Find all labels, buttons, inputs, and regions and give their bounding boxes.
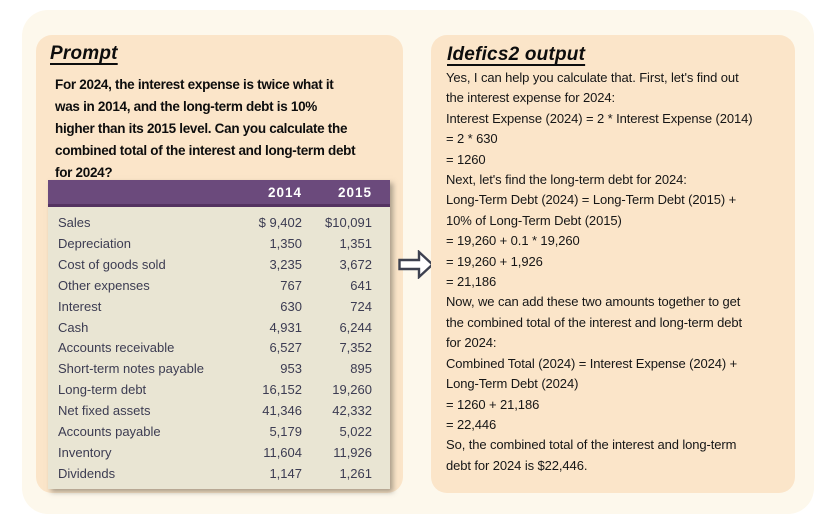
- table-row: [48, 299, 390, 314]
- row-value: 7,352: [339, 340, 372, 356]
- text-line: = 19,260 + 1,926: [446, 253, 543, 269]
- row-value: 767: [280, 277, 302, 293]
- row-value: 1,350: [269, 235, 302, 251]
- table-row: [48, 382, 390, 397]
- row-label: Cash: [58, 319, 89, 335]
- header-year-2015: 2015: [337, 184, 372, 200]
- row-value: 6,244: [339, 319, 372, 335]
- financial-table-header: [48, 180, 390, 207]
- row-label: Depreciation: [58, 235, 131, 251]
- text-line: = 1260 + 21,186: [446, 396, 540, 412]
- prompt-panel: [36, 35, 403, 493]
- text-line: = 21,186: [446, 274, 497, 290]
- table-row: [48, 445, 390, 460]
- row-label: Cost of goods sold: [58, 256, 166, 272]
- row-label: Short-term notes payable: [58, 361, 204, 377]
- text-line: So, the combined total of the interest and long-term: [446, 437, 737, 453]
- row-value: 953: [280, 361, 302, 377]
- text-line: was in 2014, and the long-term debt is 10%: [55, 99, 317, 114]
- header-year-2014: 2014: [267, 184, 302, 200]
- prompt-panel-title: Prompt: [50, 43, 118, 64]
- row-value: 5,179: [269, 424, 302, 440]
- row-label: Sales: [58, 214, 91, 230]
- table-row: [48, 215, 390, 230]
- text-line: Combined Total (2024) = Interest Expense (2024) +: [446, 355, 738, 371]
- row-value: 630: [280, 298, 302, 314]
- row-label: Accounts receivable: [58, 340, 175, 356]
- row-value: 1,147: [269, 465, 302, 481]
- text-line: Next, let's find the long-term debt for 2024:: [446, 172, 687, 188]
- row-value: 16,152: [262, 382, 302, 398]
- row-value: 3,235: [269, 256, 302, 272]
- row-value: 1,261: [339, 465, 372, 481]
- row-value: 4,931: [269, 319, 302, 335]
- row-value: 19,260: [332, 382, 372, 398]
- text-line: 10% of Long-Term Debt (2015): [446, 212, 622, 228]
- text-line: higher than its 2015 level. Can you calculate the: [55, 121, 348, 136]
- text-line: = 19,260 + 0.1 * 19,260: [446, 233, 580, 249]
- text-line: for 2024?: [55, 165, 113, 180]
- row-label: Long-term debt: [58, 382, 147, 398]
- table-row: [48, 257, 390, 272]
- text-line: For 2024, the interest expense is twice what it: [55, 77, 334, 92]
- right-block-arrow-icon: [398, 250, 434, 279]
- text-line: = 22,446: [446, 416, 497, 432]
- row-label: Interest: [58, 298, 102, 314]
- text-line: = 2 * 630: [446, 131, 498, 147]
- table-row: [48, 340, 390, 355]
- text-line: debt for 2024 is $22,446.: [446, 457, 588, 473]
- table-row: [48, 236, 390, 251]
- financial-table-body: [48, 207, 390, 489]
- row-value: 641: [350, 277, 372, 293]
- table-row: [48, 403, 390, 418]
- text-line: for 2024:: [446, 335, 497, 351]
- output-panel-title: Idefics2 output: [447, 44, 586, 65]
- row-value: 3,672: [339, 256, 372, 272]
- row-label: Inventory: [58, 445, 112, 461]
- table-row: [48, 424, 390, 439]
- text-line: Now, we can add these two amounts together to get: [446, 294, 741, 310]
- text-line: Interest Expense (2024) = 2 * Interest Expense (2014): [446, 110, 753, 126]
- row-label: Accounts payable: [58, 424, 161, 440]
- table-row: [48, 320, 390, 335]
- row-value: 895: [350, 361, 372, 377]
- table-row: [48, 278, 390, 293]
- text-line: the combined total of the interest and long-term debt: [446, 314, 743, 330]
- row-value: 11,926: [333, 445, 372, 461]
- row-value: 41,346: [262, 403, 302, 419]
- text-line: Long-Term Debt (2024) = Long-Term Debt (2015) +: [446, 192, 737, 208]
- row-value: 5,022: [339, 424, 372, 440]
- table-row: [48, 361, 390, 376]
- row-label: Net fixed assets: [58, 403, 151, 419]
- text-line: combined total of the interest and long-term debt: [55, 143, 356, 158]
- row-label: Dividends: [58, 465, 116, 481]
- row-value: 724: [350, 298, 372, 314]
- text-line: the interest expense for 2024:: [446, 90, 616, 106]
- prompt-question-text: [55, 74, 400, 184]
- text-line: Long-Term Debt (2024): [446, 376, 579, 392]
- financial-table: [48, 180, 390, 489]
- text-line: = 1260: [446, 151, 486, 167]
- row-value: 11,604: [263, 445, 302, 461]
- model-output-text: [446, 68, 791, 476]
- row-value: 42,332: [332, 403, 372, 419]
- output-panel: [431, 35, 795, 493]
- row-value: $ 9,402: [258, 214, 302, 230]
- text-line: Yes, I can help you calculate that. First, let's find out: [446, 70, 739, 85]
- row-value: 6,527: [269, 340, 302, 356]
- row-value: $10,091: [325, 214, 372, 230]
- row-label: Other expenses: [58, 277, 150, 293]
- row-value: 1,351: [339, 235, 372, 251]
- table-row: [48, 466, 390, 481]
